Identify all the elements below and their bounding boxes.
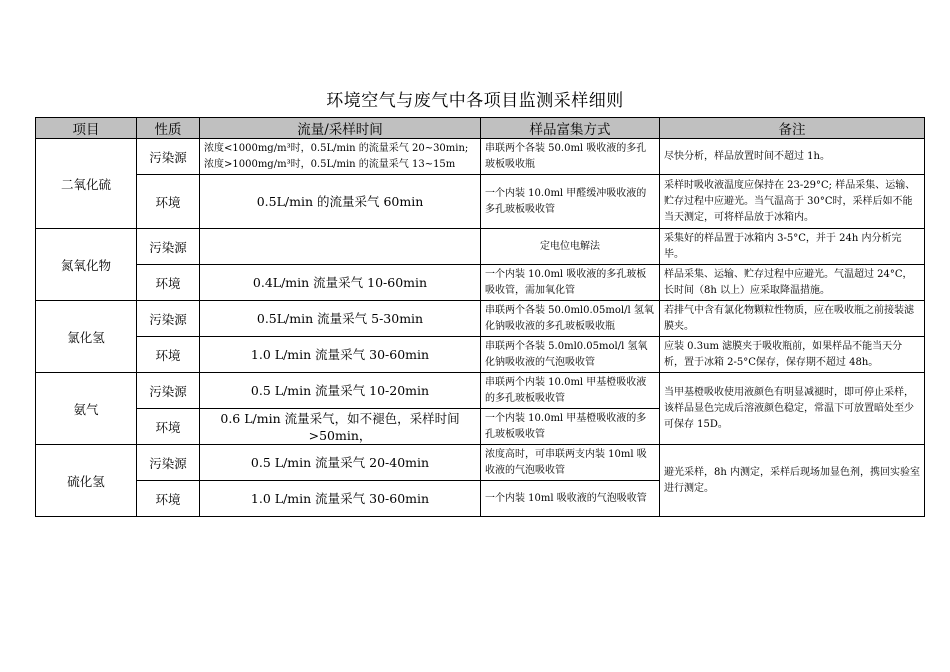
table-row — [36, 301, 925, 337]
item-cell: 硫化氢 — [36, 445, 137, 517]
table-row — [36, 337, 925, 373]
nature-cell: 环境 — [137, 481, 200, 517]
table-row — [36, 445, 925, 481]
note-cell: 当甲基橙吸收使用液颜色有明显减褪时，即可停止采样，该样品显色完成后溶液颜色稳定，常温下可放置暗处至少可保存 15D。 — [660, 373, 925, 445]
nature-cell: 环境 — [137, 337, 200, 373]
nature-cell: 环境 — [137, 409, 200, 445]
nature-cell: 污染源 — [137, 139, 200, 175]
note-cell: 避光采样，8h 内测定，采样后现场加显色剂，携回实验室进行测定。 — [660, 445, 925, 517]
header-note: 备注 — [660, 118, 925, 139]
nature-cell: 污染源 — [137, 301, 200, 337]
table-row — [36, 373, 925, 409]
flow-cell — [200, 229, 481, 265]
note-cell: 应装 0.3um 滤膜夹于吸收瓶前，如果样品不能当天分析，置于冰箱 2-5°C保存，保存期不超过 48h。 — [660, 337, 925, 373]
media-cell: 定电位电解法 — [481, 229, 660, 265]
header-item: 项目 — [36, 118, 137, 139]
header-row — [36, 118, 925, 139]
header-nature: 性质 — [137, 118, 200, 139]
note-cell: 采样时吸收液温度应保持在 23-29°C; 样品采集、运输、贮存过程中应避光。当气温高于 30°C时，采样后如不能当天测定，可将样品放于冰箱内。 — [660, 175, 925, 229]
item-cell: 氮氧化物 — [36, 229, 137, 301]
flow-cell: 0.5 L/min 流量采气 20-40min — [200, 445, 481, 481]
media-cell: 串联两个各装 50.0ml0.05mol/l 氢氧化钠吸收液的多孔玻板吸收瓶 — [481, 301, 660, 337]
flow-cell: 0.5L/min 的流量采气 60min — [200, 175, 481, 229]
media-cell: 一个内装 10.0ml 吸收液的多孔玻板吸收管，需加氧化管 — [481, 265, 660, 301]
flow-cell: 1.0 L/min 流量采气 30-60min — [200, 481, 481, 517]
media-cell: 一个内装 10.0ml 甲醛缓冲吸收液的多孔玻板吸收管 — [481, 175, 660, 229]
nature-cell: 环境 — [137, 175, 200, 229]
note-cell: 样品采集、运输、贮存过程中应避光。气温超过 24°C，长时间（8h 以上）应采取降温措施。 — [660, 265, 925, 301]
note-cell: 若排气中含有氯化物颗粒性物质，应在吸收瓶之前接装滤膜夹。 — [660, 301, 925, 337]
flow-cell: 0.6 L/min 流量采气，如不褪色，采样时间>50min， — [200, 409, 481, 445]
item-cell: 氨气 — [36, 373, 137, 445]
nature-cell: 环境 — [137, 265, 200, 301]
note-cell: 采集好的样品置于冰箱内 3-5°C，并于 24h 内分析完毕。 — [660, 229, 925, 265]
table-row — [36, 265, 925, 301]
nature-cell: 污染源 — [137, 373, 200, 409]
media-cell: 浓度高时，可串联两支内装 10ml 吸收液的气泡吸收管 — [481, 445, 660, 481]
flow-cell: 0.5L/min 流量采气 5-30min — [200, 301, 481, 337]
document-title: 环境空气与废气中各项目监测采样细则 — [326, 91, 624, 111]
table-row — [36, 139, 925, 175]
header-media: 样品富集方式 — [481, 118, 660, 139]
item-cell: 氯化氢 — [36, 301, 137, 373]
nature-cell: 污染源 — [137, 229, 200, 265]
flow-cell: 0.5 L/min 流量采气 10-20min — [200, 373, 481, 409]
media-cell: 串联两个各装 50.0ml 吸收液的多孔玻板吸收瓶 — [481, 139, 660, 175]
flow-cell: 浓度<1000mg/m³时，0.5L/min 的流量采气 20~30min;浓度>1000mg/m³时，0.5L/min 的流量采气 13~15m — [200, 139, 481, 175]
note-cell: 尽快分析，样品放置时间不超过 1h。 — [660, 139, 925, 175]
nature-cell: 污染源 — [137, 445, 200, 481]
media-cell: 一个内装 10.0ml 甲基橙吸收液的多孔玻板吸收管 — [481, 409, 660, 445]
flow-cell: 0.4L/min 流量采气 10-60min — [200, 265, 481, 301]
header-flow: 流量/采样时间 — [200, 118, 481, 139]
item-cell: 二氧化硫 — [36, 139, 137, 229]
media-cell: 串联两个内装 10.0ml 甲基橙吸收液的多孔玻板吸收管 — [481, 373, 660, 409]
sampling-table — [35, 117, 925, 517]
table-row — [36, 175, 925, 229]
flow-cell: 1.0 L/min 流量采气 30-60min — [200, 337, 481, 373]
media-cell: 串联两个各装 5.0ml0.05mol/l 氢氧化钠吸收液的气泡吸收管 — [481, 337, 660, 373]
media-cell: 一个内装 10ml 吸收液的气泡吸收管 — [481, 481, 660, 517]
table-row — [36, 229, 925, 265]
